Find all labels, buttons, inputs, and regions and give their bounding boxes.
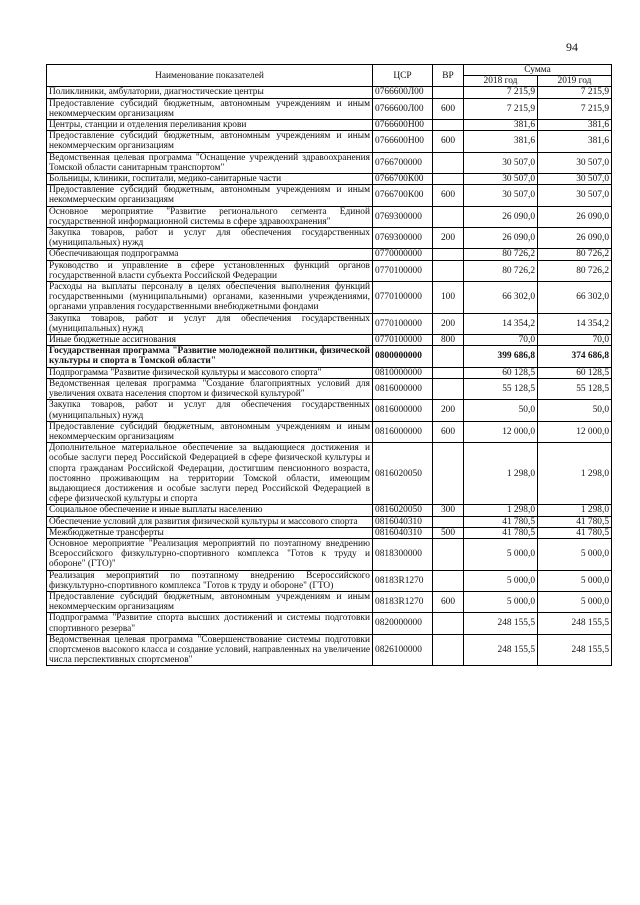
row-2018-amount: 381,6: [464, 131, 538, 152]
row-csr-cell: 0766600Н00: [373, 131, 433, 152]
row-2019-amount: 248 155,5: [538, 613, 612, 634]
row-2019-amount: 30 507,0: [538, 152, 612, 173]
row-2018-amount: 41 780,5: [464, 527, 538, 538]
row-csr-cell: 0800000000: [373, 346, 433, 367]
row-2018-amount: 14 354,2: [464, 313, 538, 334]
row-2018-amount: 1 298,0: [464, 443, 538, 505]
row-csr-cell: 0818300000: [373, 538, 433, 570]
table-row: [47, 367, 612, 378]
row-vr-cell: [433, 152, 464, 173]
table-header-row: [47, 65, 612, 76]
row-vr-cell: [433, 346, 464, 367]
row-2018-amount: 248 155,5: [464, 613, 538, 634]
row-csr-cell: 0770000000: [373, 249, 433, 260]
row-2018-amount: 5 000,0: [464, 591, 538, 612]
table-row: [47, 206, 612, 227]
row-vr-cell: [433, 378, 464, 399]
row-vr-cell: 800: [433, 335, 464, 346]
row-name-cell: Подпрограмма "Развитие спорта высших достижений и системы подготовки спортивного резерва": [47, 613, 373, 634]
row-csr-cell: 0769300000: [373, 206, 433, 227]
row-2019-amount: 80 726,2: [538, 260, 612, 281]
row-vr-cell: [433, 120, 464, 131]
row-csr-cell: 0770100000: [373, 335, 433, 346]
row-csr-cell: 0820000000: [373, 613, 433, 634]
table-row: [47, 527, 612, 538]
row-vr-cell: 600: [433, 98, 464, 119]
row-name-cell: Иные бюджетные ассигнования: [47, 335, 373, 346]
row-2019-amount: 381,6: [538, 120, 612, 131]
row-vr-cell: 200: [433, 400, 464, 421]
row-2019-amount: 5 000,0: [538, 538, 612, 570]
table-row: [47, 400, 612, 421]
row-csr-cell: 0766600Л00: [373, 87, 433, 98]
row-2019-amount: 30 507,0: [538, 185, 612, 206]
row-csr-cell: 0770100000: [373, 282, 433, 314]
row-2019-amount: 80 726,2: [538, 249, 612, 260]
row-csr-cell: 0816000000: [373, 421, 433, 442]
row-csr-cell: 0766600Н00: [373, 120, 433, 131]
row-2019-amount: 381,6: [538, 131, 612, 152]
row-2019-amount: 5 000,0: [538, 591, 612, 612]
row-name-cell: Закупка товаров, работ и услуг для обеспечения государственных (муниципальных) нужд: [47, 228, 373, 249]
table-row: [47, 505, 612, 516]
row-vr-cell: 600: [433, 131, 464, 152]
row-vr-cell: [433, 634, 464, 666]
table-row: [47, 335, 612, 346]
table-row: [47, 378, 612, 399]
row-2019-amount: 60 128,5: [538, 367, 612, 378]
row-vr-cell: [433, 538, 464, 570]
row-2018-amount: 80 726,2: [464, 249, 538, 260]
table-row: [47, 538, 612, 570]
row-name-cell: Государственная программа "Развитие молодежной политики, физической культуры и спорта в Томской области": [47, 346, 373, 367]
row-vr-cell: 500: [433, 527, 464, 538]
row-name-cell: Реализация мероприятий по поэтапному внедрению Всероссийского физкультурно-спортивного комплекса "Готов к труду и обороне" (ГТО): [47, 570, 373, 591]
row-name-cell: Руководство и управление в сфере установленных функций органов государственной власти субъекта Российской Федерации: [47, 260, 373, 281]
table-row: [47, 313, 612, 334]
header-year-2019: 2019 год: [538, 76, 612, 87]
row-name-cell: Основное мероприятие "Реализация мероприятий по поэтапному внедрению Всероссийского физкультурно-спортивного комплекса "Готов к труду и обороне" (ГТО)": [47, 538, 373, 570]
row-2019-amount: 26 090,0: [538, 228, 612, 249]
row-2018-amount: 70,0: [464, 335, 538, 346]
row-2018-amount: 1 298,0: [464, 505, 538, 516]
row-csr-cell: 0770100000: [373, 313, 433, 334]
row-vr-cell: [433, 613, 464, 634]
row-2018-amount: 50,0: [464, 400, 538, 421]
row-2018-amount: 55 128,5: [464, 378, 538, 399]
table-row: [47, 185, 612, 206]
row-vr-cell: 600: [433, 185, 464, 206]
row-csr-cell: 0766700000: [373, 152, 433, 173]
row-2019-amount: 30 507,0: [538, 174, 612, 185]
row-csr-cell: 0816040310: [373, 516, 433, 527]
row-vr-cell: [433, 570, 464, 591]
row-name-cell: Предоставление субсидий бюджетным, автономным учреждениям и иным некоммерческим организациям: [47, 185, 373, 206]
table-row: [47, 228, 612, 249]
row-vr-cell: [433, 260, 464, 281]
row-name-cell: Межбюджетные трансферты: [47, 527, 373, 538]
header-vr: ВР: [433, 65, 464, 87]
row-vr-cell: [433, 249, 464, 260]
row-2018-amount: 26 090,0: [464, 206, 538, 227]
table-row: [47, 120, 612, 131]
row-2018-amount: 60 128,5: [464, 367, 538, 378]
row-2018-amount: 5 000,0: [464, 538, 538, 570]
header-csr: ЦСР: [373, 65, 433, 87]
row-name-cell: Основное мероприятие "Развитие регионального сегмента Единой государственной информационной системы в сфере здравоохранения": [47, 206, 373, 227]
row-name-cell: Предоставление субсидий бюджетным, автономным учреждениям и иным некоммерческим организациям: [47, 591, 373, 612]
row-vr-cell: [433, 174, 464, 185]
row-2018-amount: 7 215,9: [464, 98, 538, 119]
row-csr-cell: 08183R1270: [373, 570, 433, 591]
row-vr-cell: 300: [433, 505, 464, 516]
row-2019-amount: 374 686,8: [538, 346, 612, 367]
row-2019-amount: 41 780,5: [538, 527, 612, 538]
row-name-cell: Ведомственная целевая программа "Оснащение учреждений здравоохранения Томской области санитарным транспортом": [47, 152, 373, 173]
table-body: [47, 87, 612, 666]
row-name-cell: Расходы на выплаты персоналу в целях обеспечения выполнения функций государственными (муниципальными) органами, казенными учреждениями, органами управления государственными внебюджетными фондами: [47, 282, 373, 314]
row-vr-cell: [433, 206, 464, 227]
row-2018-amount: 7 215,9: [464, 87, 538, 98]
row-csr-cell: 0810000000: [373, 367, 433, 378]
table-row: [47, 634, 612, 666]
table-row: [47, 282, 612, 314]
table-row: [47, 98, 612, 119]
row-2019-amount: 66 302,0: [538, 282, 612, 314]
row-name-cell: Поликлиники, амбулатории, диагностические центры: [47, 87, 373, 98]
row-vr-cell: 600: [433, 591, 464, 612]
row-vr-cell: 200: [433, 228, 464, 249]
row-csr-cell: 0826100000: [373, 634, 433, 666]
row-csr-cell: 0816020050: [373, 443, 433, 505]
row-vr-cell: 600: [433, 421, 464, 442]
row-2019-amount: 14 354,2: [538, 313, 612, 334]
row-2019-amount: 7 215,9: [538, 87, 612, 98]
row-2019-amount: 12 000,0: [538, 421, 612, 442]
row-name-cell: Закупка товаров, работ и услуг для обеспечения государственных (муниципальных) нужд: [47, 400, 373, 421]
row-2019-amount: 26 090,0: [538, 206, 612, 227]
row-name-cell: Предоставление субсидий бюджетным, автономным учреждениям и иным некоммерческим организациям: [47, 131, 373, 152]
table-row: [47, 260, 612, 281]
row-vr-cell: 100: [433, 282, 464, 314]
table-row: [47, 131, 612, 152]
row-2018-amount: 12 000,0: [464, 421, 538, 442]
page-number: 94: [566, 40, 578, 54]
row-csr-cell: 0770100000: [373, 260, 433, 281]
row-name-cell: Больницы, клиники, госпитали, медико-санитарные части: [47, 174, 373, 185]
row-name-cell: Дополнительное материальное обеспечение за выдающиеся достижения и особые заслуги перед Российской Федерацией в сфере физической культуры и спорта гражданам Российской Федерации, достигшим пенсионного возраста, постоянно проживающим на территории Томской области, имеющим выдающиеся достижения и особые заслуги перед Российской Федерацией в сфере физической культуры и спорта: [47, 443, 373, 505]
row-name-cell: Предоставление субсидий бюджетным, автономным учреждениям и иным некоммерческим организациям: [47, 98, 373, 119]
table-row: [47, 443, 612, 505]
row-name-cell: Ведомственная целевая программа "Создание благоприятных условий для увеличения охвата населения спортом и физической культурой": [47, 378, 373, 399]
row-2019-amount: 1 298,0: [538, 443, 612, 505]
row-vr-cell: 200: [433, 313, 464, 334]
row-2018-amount: 30 507,0: [464, 152, 538, 173]
row-2018-amount: 5 000,0: [464, 570, 538, 591]
row-vr-cell: [433, 443, 464, 505]
table-row: [47, 516, 612, 527]
row-2018-amount: 248 155,5: [464, 634, 538, 666]
row-2019-amount: 70,0: [538, 335, 612, 346]
row-csr-cell: 0816020050: [373, 505, 433, 516]
row-2018-amount: 399 686,8: [464, 346, 538, 367]
row-csr-cell: 0816000000: [373, 400, 433, 421]
table-row: [47, 346, 612, 367]
row-vr-cell: [433, 87, 464, 98]
header-name: Наименование показателей: [47, 65, 373, 87]
row-csr-cell: 0769300000: [373, 228, 433, 249]
row-2018-amount: 381,6: [464, 120, 538, 131]
row-2018-amount: 66 302,0: [464, 282, 538, 314]
table-row: [47, 421, 612, 442]
header-year-2018: 2018 год: [464, 76, 538, 87]
row-2018-amount: 26 090,0: [464, 228, 538, 249]
row-2019-amount: 41 780,5: [538, 516, 612, 527]
row-2019-amount: 5 000,0: [538, 570, 612, 591]
table-row: [47, 87, 612, 98]
row-csr-cell: 0766600Л00: [373, 98, 433, 119]
row-name-cell: Обеспечение условий для развития физической культуры и массового спорта: [47, 516, 373, 527]
table-row: [47, 249, 612, 260]
row-csr-cell: 0816040310: [373, 527, 433, 538]
row-vr-cell: [433, 367, 464, 378]
row-name-cell: Центры, станции и отделения переливания крови: [47, 120, 373, 131]
table-row: [47, 570, 612, 591]
row-2019-amount: 1 298,0: [538, 505, 612, 516]
row-csr-cell: 0816000000: [373, 378, 433, 399]
row-name-cell: Обеспечивающая подпрограмма: [47, 249, 373, 260]
row-csr-cell: 08183R1270: [373, 591, 433, 612]
row-2019-amount: 248 155,5: [538, 634, 612, 666]
row-csr-cell: 0766700К00: [373, 185, 433, 206]
budget-table: [46, 64, 612, 666]
row-csr-cell: 0766700К00: [373, 174, 433, 185]
row-name-cell: Подпрограмма "Развитие физической культуры и массового спорта": [47, 367, 373, 378]
row-2018-amount: 30 507,0: [464, 174, 538, 185]
header-sum: Сумма: [464, 65, 612, 76]
row-name-cell: Социальное обеспечение и иные выплаты населению: [47, 505, 373, 516]
table-row: [47, 591, 612, 612]
row-2019-amount: 7 215,9: [538, 98, 612, 119]
row-2019-amount: 55 128,5: [538, 378, 612, 399]
row-vr-cell: [433, 516, 464, 527]
row-name-cell: Ведомственная целевая программа "Совершенствование системы подготовки спортсменов высокого класса и создание условий, направленных на увеличение числа перспективных спортсменов": [47, 634, 373, 666]
row-2019-amount: 50,0: [538, 400, 612, 421]
row-2018-amount: 30 507,0: [464, 185, 538, 206]
row-2018-amount: 80 726,2: [464, 260, 538, 281]
row-2018-amount: 41 780,5: [464, 516, 538, 527]
table-row: [47, 613, 612, 634]
table-row: [47, 152, 612, 173]
row-name-cell: Закупка товаров, работ и услуг для обеспечения государственных (муниципальных) нужд: [47, 313, 373, 334]
row-name-cell: Предоставление субсидий бюджетным, автономным учреждениям и иным некоммерческим организациям: [47, 421, 373, 442]
table-row: [47, 174, 612, 185]
